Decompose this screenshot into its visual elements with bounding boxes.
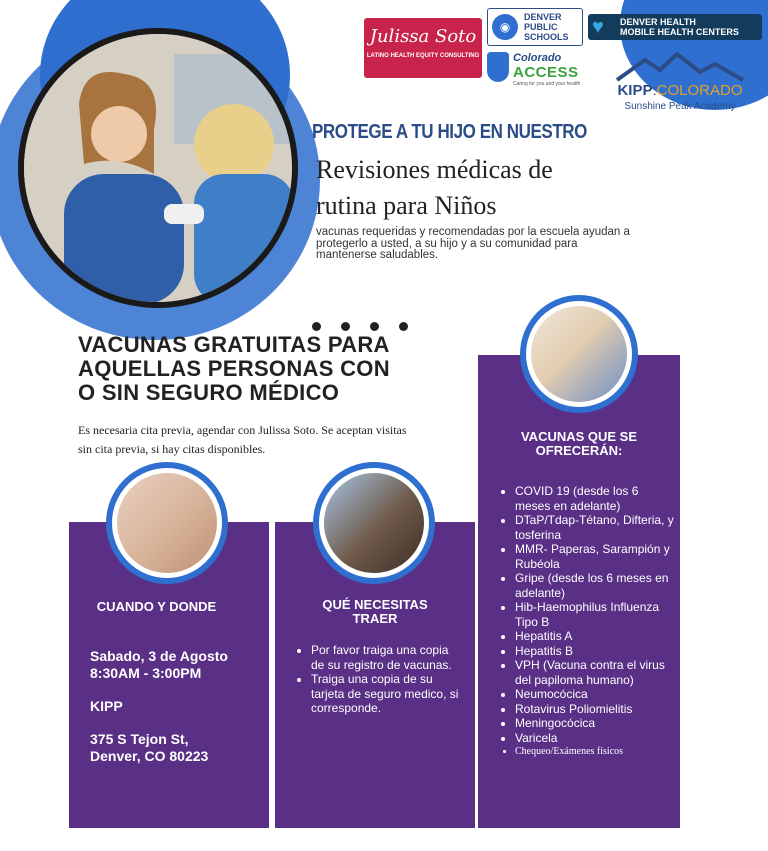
colorado-access-logo [487, 50, 583, 90]
logo-text: MOBILE HEALTH CENTERS [620, 27, 739, 37]
headline-line: O SIN SEGURO MÉDICO [78, 380, 340, 405]
logo-text: Julissa Soto [369, 26, 477, 47]
julissa-soto-logo [364, 18, 482, 78]
logo-text: DENVER [524, 12, 562, 22]
list-item: • MMR- Paperas, Sarampión y Rubéola [515, 542, 675, 571]
hero-photo-frame [18, 28, 298, 308]
baby-photo [112, 468, 222, 578]
list-item: • VPH (Vacuna contra el virus del papiloma humano) [515, 658, 675, 687]
globe-icon: ◉ [492, 14, 518, 40]
title-line: Revisiones médicas de [316, 155, 553, 184]
list-item: • Rotavirus Poliomielitis [515, 702, 675, 717]
denver-health-logo [588, 14, 762, 40]
list-item: • Chequeo/Exámenes físicos [515, 745, 675, 760]
page-title [316, 152, 646, 224]
page-kicker: PROTEGE A TU HIJO EN NUESTRO [312, 121, 587, 143]
logo-tagline: Caring for you and your health [513, 81, 581, 87]
parent-child-photo-frame [313, 462, 435, 584]
vaccines-heading: VACUNAS QUE SE OFRECERÁN: [520, 429, 638, 458]
logo-text: KIPP [617, 82, 653, 99]
mountain-icon [615, 52, 745, 82]
event-place: KIPP [90, 698, 123, 714]
title-line: rutina para Niños [316, 191, 497, 220]
logo-tagline: LATINO HEALTH EQUITY CONSULTING [366, 53, 480, 59]
logo-text: ACCESS [513, 64, 579, 81]
vaccinated-girl-photo-frame [520, 295, 638, 413]
headline [78, 333, 458, 405]
headline-line: VACUNAS GRATUITAS PARA [78, 332, 390, 357]
event-time: 8:30AM - 3:00PM [90, 665, 202, 681]
logo-text: DENVER HEALTH [620, 17, 696, 27]
vaccines-list [497, 484, 675, 760]
intro-text: vacunas requeridas y recomendadas por la escuela ayudan a protegerlo a usted, a su hijo y a su comunidad para mantenerse saludables. [316, 226, 630, 261]
hero-photo [24, 34, 292, 302]
logo-text: Colorado [513, 52, 562, 64]
appointment-note: Es necesaria cita previa, agendar con Julissa Soto. Se aceptan visitas sin cita previa, si hay citas disponibles. [78, 423, 407, 456]
list-item: • Gripe (desde los 6 meses en adelante) [515, 571, 675, 600]
what-to-bring-list [293, 643, 465, 716]
logo-text: SCHOOLS [524, 32, 569, 42]
parent-child-photo [319, 468, 429, 578]
list-item: • Traiga una copia de su tarjeta de seguro medico, si corresponde. [311, 672, 465, 716]
when-where-heading: CUANDO Y DONDE [96, 599, 217, 614]
nurse-vaccinating-child-illustration [24, 34, 292, 302]
list-item: • Meningocócica [515, 716, 675, 731]
logo-text: PUBLIC [524, 22, 558, 32]
event-date: Sabado, 3 de Agosto [90, 648, 228, 664]
what-to-bring-heading: QUÉ NECESITAS TRAER [322, 597, 428, 626]
shield-icon [487, 52, 509, 82]
list-item: • Varicela [515, 731, 675, 746]
list-item: • DTaP/Tdap-Tétano, Difteria, y tosferina [515, 513, 675, 542]
headline-line: AQUELLAS PERSONAS CON [78, 356, 390, 381]
logo-tagline: Sunshine Peak Academy [624, 101, 736, 112]
list-item: • Hepatitis A [515, 629, 675, 644]
list-item: • Neumocócica [515, 687, 675, 702]
event-street: 375 S Tejon St, [90, 731, 189, 747]
denver-public-schools-logo [487, 8, 583, 46]
event-city: Denver, CO 80223 [90, 748, 209, 764]
event-details [90, 648, 265, 765]
kipp-colorado-logo: KIPP:COLORADO Sunshine Peak Academy [600, 52, 760, 126]
vaccinated-girl-photo [526, 301, 632, 407]
list-item: • Hepatitis B [515, 644, 675, 659]
list-item: • COVID 19 (desde los 6 meses en adelante) [515, 484, 675, 513]
list-item: • Por favor traiga una copia de su registro de vacunas. [311, 643, 465, 672]
baby-photo-frame [106, 462, 228, 584]
list-item: • Hib-Haemophilus Influenza Tipo B [515, 600, 675, 629]
logo-text: COLORADO [656, 82, 743, 99]
heart-icon: ♥ [592, 16, 604, 38]
